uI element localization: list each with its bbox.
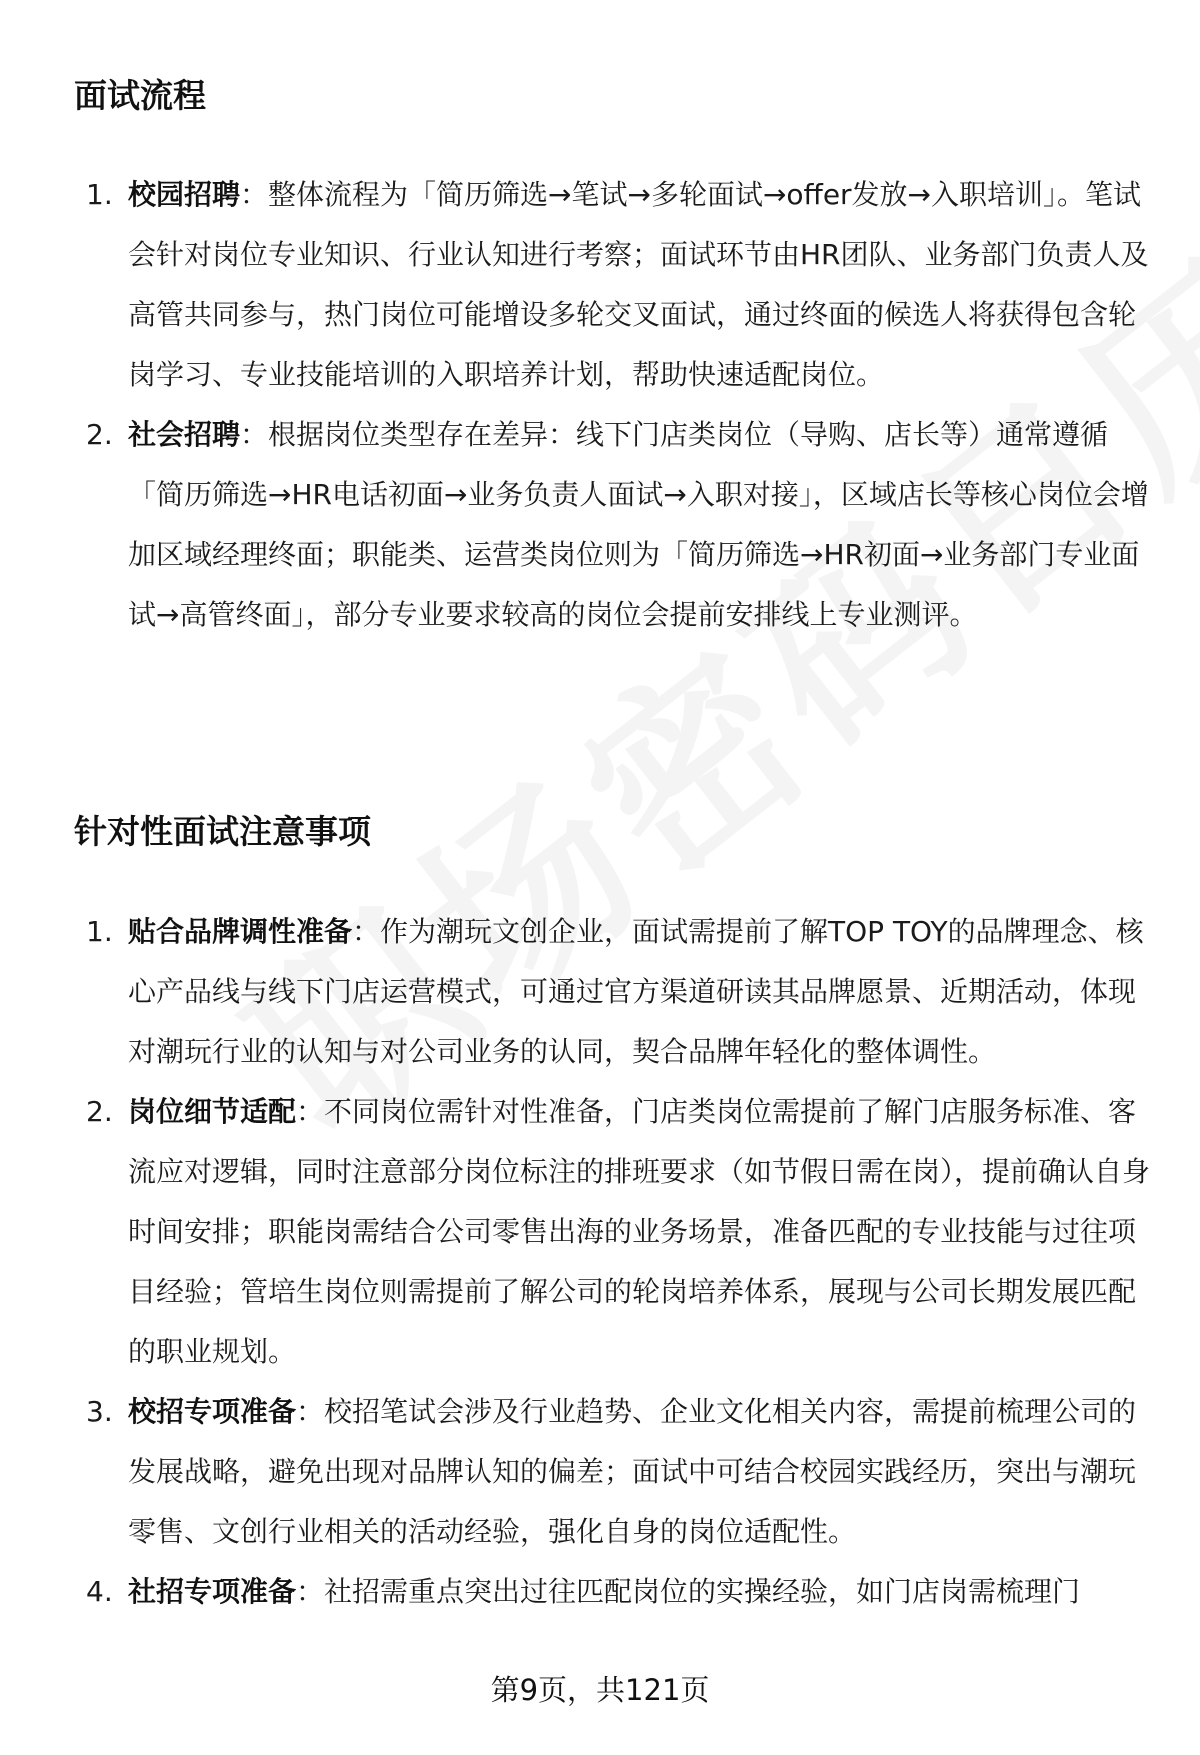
list-item-lead: 岗位细节适配 (128, 1095, 297, 1128)
list-item-lead: 社会招聘 (128, 418, 241, 451)
list-number: 1. (86, 915, 113, 948)
list-item-text: ：整体流程为「简历筛选→笔试→多轮面试→offer发放→入职培训」。笔试会针对岗位专业知识、行业认知进行考察；面试环节由HR团队、业务部门负责人及高管共同参与，热门岗位可能增设多轮交叉面试，通过终面的候选人将获得包含轮岗学习、专业技能培训的入职培养计划，帮助快速适配岗位。 (128, 178, 1149, 391)
list-item-text: ：社招需重点突出过往匹配岗位的实操经验，如门店岗需梳理门 (296, 1575, 1081, 1608)
list-item (0, 405, 1200, 645)
list-item-text: ：根据岗位类型存在差异：线下门店类岗位（导购、店长等）通常遵循「简历筛选→HR电话初面→业务负责人面试→入职对接」，区域店长等核心岗位会增加区域经理终面；职能类、运营类岗位则为「简历筛选→HR初面→业务部门专业面试→高管终面」，部分专业要求较高的岗位会提前安排线上专业测评。 (128, 418, 1149, 631)
list-item-lead: 校园招聘 (128, 178, 241, 211)
list-item (0, 902, 1200, 1082)
list-number: 2. (86, 418, 113, 451)
list-number: 1. (86, 178, 113, 211)
section-title-interview-notes: 针对性面试注意事项 (74, 812, 371, 851)
list-item-text: ：校招笔试会涉及行业趋势、企业文化相关内容，需提前梳理公司的发展战略，避免出现对品牌认知的偏差；面试中可结合校园实践经历，突出与潮玩零售、文创行业相关的活动经验，强化自身的岗位适配性。 (128, 1395, 1137, 1548)
list-number: 4. (86, 1575, 113, 1608)
list-item-text: ：作为潮玩文创企业，面试需提前了解TOP TOY的品牌理念、核心产品线与线下门店运营模式，可通过官方渠道研读其品牌愿景、近期活动，体现对潮玩行业的认知与对公司业务的认同，契合品牌年轻化的整体调性。 (128, 915, 1144, 1068)
list-item (0, 1562, 1200, 1622)
list-item (0, 1382, 1200, 1562)
list-item (0, 165, 1200, 405)
interview-process-list (0, 165, 1200, 645)
list-item (0, 1082, 1200, 1382)
list-item-lead: 贴合品牌调性准备 (128, 915, 353, 948)
list-item-text: ：不同岗位需针对性准备，门店类岗位需提前了解门店服务标准、客流应对逻辑，同时注意部分岗位标注的排班要求（如节假日需在岗），提前确认自身时间安排；职能岗需结合公司零售出海的业务场景，准备匹配的专业技能与过往项目经验；管培生岗位则需提前了解公司的轮岗培养体系，展现与公司长期发展匹配的职业规划。 (128, 1095, 1151, 1368)
list-item-lead: 社招专项准备 (128, 1575, 297, 1608)
list-number: 3. (86, 1395, 113, 1428)
section-title-interview-process: 面试流程 (74, 76, 206, 115)
interview-notes-list (0, 902, 1200, 1622)
list-number: 2. (86, 1095, 113, 1128)
page-footer: 第9页，共121页 (490, 1673, 710, 1707)
list-item-lead: 校招专项准备 (128, 1395, 297, 1428)
